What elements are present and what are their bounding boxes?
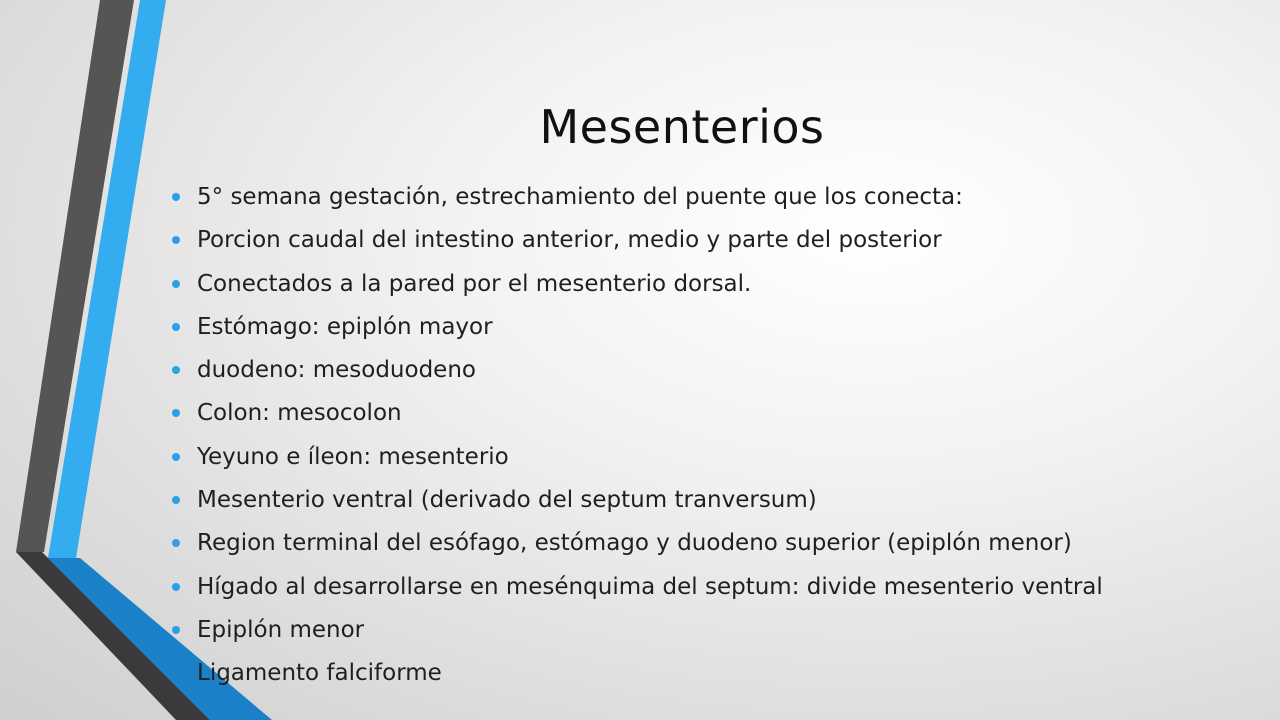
bullet-text: Ligamento falciforme (197, 660, 442, 687)
bullet-item (172, 392, 1103, 435)
bullet-dot-icon (172, 366, 180, 374)
bullet-item (172, 349, 1103, 392)
bullet-text: Mesenterio ventral (derivado del septum tranversum) (197, 487, 817, 514)
bullet-text: Colon: mesocolon (197, 400, 402, 427)
slide-title: Mesenterios (539, 100, 825, 154)
bullet-item (172, 566, 1103, 609)
bullet-text: Epiplón menor (197, 616, 365, 643)
bullet-text: 5° semana gestación, estrechamiento del puente que los conecta: (197, 184, 963, 210)
bullet-text: duodeno: mesoduodeno (197, 357, 476, 384)
bullet-list (172, 176, 1103, 696)
bullet-dot-icon (172, 236, 180, 244)
bullet-item (172, 436, 1103, 479)
bullet-text: Estómago: epiplón mayor (197, 313, 493, 340)
bullet-dot-icon (172, 626, 180, 634)
bullet-item (172, 652, 1103, 695)
bullet-text: Yeyuno e íleon: mesenterio (197, 443, 509, 470)
bullet-dot-icon (172, 496, 180, 504)
bullet-dot-icon (172, 409, 180, 417)
bullet-dot-icon (172, 539, 180, 547)
bullet-dot-icon (172, 453, 180, 461)
bullet-item (172, 306, 1103, 349)
bullet-dot-icon (172, 323, 180, 331)
bullet-dot-icon (172, 280, 180, 288)
bullet-text: Hígado al desarrollarse en mesénquima del septum: divide mesenterio ventral (197, 573, 1103, 600)
bullet-item (172, 219, 1103, 262)
bullet-dot-icon (172, 193, 180, 201)
bullet-item (172, 522, 1103, 565)
bullet-text: Conectados a la pared por el mesenterio dorsal. (197, 270, 752, 297)
bullet-dot-icon (172, 583, 180, 591)
bullet-text: Region terminal del esófago, estómago y duodeno superior (epiplón menor) (197, 530, 1072, 557)
bullet-item (172, 479, 1103, 522)
bullet-text: Porcion caudal del intestino anterior, medio y parte del posterior (197, 227, 942, 254)
bullet-item (172, 609, 1103, 652)
bullet-item (172, 263, 1103, 306)
bullet-item (172, 176, 1103, 219)
